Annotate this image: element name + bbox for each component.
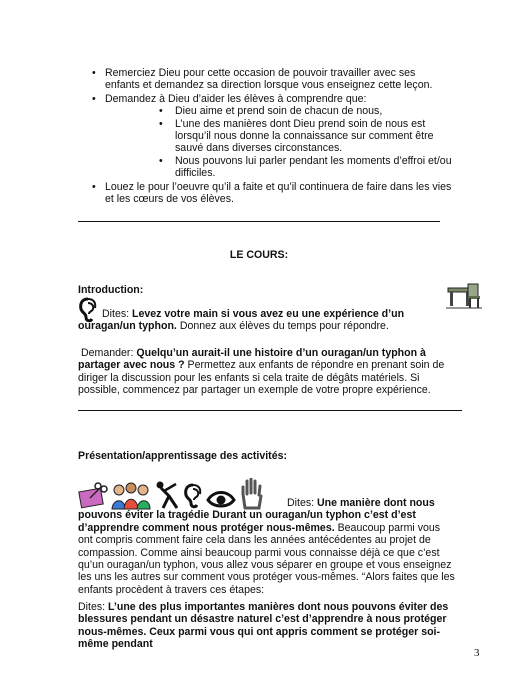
bullet-item: [92, 93, 452, 180]
sub-bullet-list: [105, 105, 452, 179]
sub-bullet-text: L’une des manières dont Dieu prend soin de nous est lorsqu’il nous donne la connaissance sur comment être sauvé dans diverses circonstances.: [175, 117, 434, 155]
page-number: 3: [474, 647, 480, 659]
sub-bullet-item: [159, 118, 452, 155]
bullet-text: Louez le pour l’oeuvre qu’il a faite et qu’il continuera de faire dans les vies et les cœurs de vos élèves.: [105, 180, 452, 206]
sub-bullet-item: [159, 105, 452, 117]
prayer-bullet-list: [92, 67, 452, 206]
bullet-item: [92, 181, 452, 206]
sub-bullet-text: Nous pouvons lui parler pendant les moments d’effroi et/ou difficiles.: [175, 154, 452, 180]
bullet-text: Demandez à Dieu d’aider les élèves à comprendre que:: [105, 92, 367, 105]
intro-heading: Introduction:: [78, 284, 144, 296]
sub-bullet-text: Dieu aime et prend soin de chacun de nous,: [175, 105, 383, 118]
intro-ask-paragraph: Demander: Quelqu’un aurait-il une histoire d’un ouragan/un typhon à partager avec nous ? Permettez aux enfants de répondre en prenant soin de diriger la discussion pour les enfants si cela traite de dégâts matériels. Si possible, commencez par partager un exemple de votre propre expérience.: [78, 347, 445, 397]
section-divider: [78, 410, 462, 411]
desk-chair-icon: [444, 278, 484, 313]
activities-says2-paragraph: Dites: L’une des plus importantes manières dont nous pouvons éviter des blessures pendant un désastre naturel c’est d’apprendre à nous protéger nous-mêmes. Ceux parmi vous qui ont appris comment se protéger soi-même pendant: [78, 601, 449, 651]
intro-says-paragraph: Dites: Levez votre main si vous avez eu une expérience d’un ouragan/un typhon. Donnez aux élèves du temps pour répondre.: [78, 308, 405, 333]
section-divider: [78, 221, 440, 222]
activities-heading: Présentation/apprentissage des activités:: [78, 450, 288, 462]
sub-bullet-item: [159, 155, 452, 180]
lesson-heading: LE COURS:: [229, 249, 289, 261]
activities-says-paragraph: Dites: Une manière dont nous pouvons éviter la tragédie Durant un ouragan/un typhon c’est d’est d’apprendre comment nous protéger nous-mêmes. Beaucoup parmi vous ont compris comment faire cela dans les années antécédentes au projet de compassion. Comme ainsi beaucoup parmi vous connaisse déjà ce que c’est qu’un ouragan/un typhon, vous allez vous séparer en groupe et vous enseignez les uns les autres sur comment vous protéger vous-mêmes. “Alors faites que les enfants procèdent à travers ces étapes:: [78, 497, 455, 596]
bullet-item: [92, 67, 452, 92]
bullet-text: Remerciez Dieu pour cette occasion de pouvoir travailler avec ses enfants et demandez sa direction lorsque vous enseignez cette leçon.: [105, 67, 433, 92]
